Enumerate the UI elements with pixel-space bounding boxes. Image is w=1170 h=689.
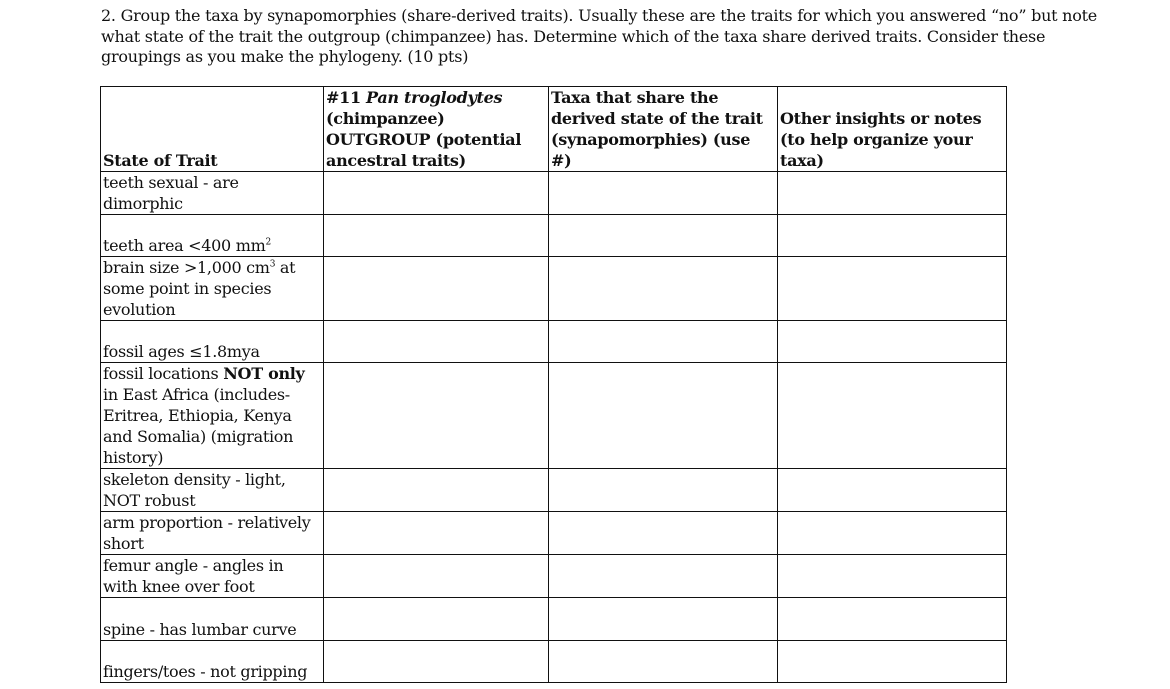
trait-emphasis: NOT only — [223, 364, 305, 383]
trait-cell — [101, 363, 324, 469]
synapomorphy-answer-cell[interactable] — [549, 321, 778, 363]
header-outgroup — [324, 87, 549, 172]
table-row — [101, 363, 1007, 469]
trait-superscript: 3 — [269, 259, 276, 270]
header-notes: Other insights or notes (to help organize your taxa) — [778, 87, 1007, 172]
header-state-of-trait: State of Trait — [101, 87, 324, 172]
header-outgroup-rest: (chimpanzee) OUTGROUP (potential ancestral traits) — [326, 109, 522, 170]
notes-answer-cell[interactable] — [778, 598, 1007, 641]
synapomorphy-answer-cell[interactable] — [549, 363, 778, 469]
trait-text-continued: in East Africa (includes- Eritrea, Ethiopia, Kenya and Somalia) (migration history) — [103, 385, 294, 467]
outgroup-answer-cell[interactable] — [324, 641, 549, 683]
synapomorphy-answer-cell[interactable] — [549, 512, 778, 555]
trait-cell — [101, 215, 324, 257]
notes-answer-cell[interactable] — [778, 215, 1007, 257]
trait-cell — [101, 512, 324, 555]
notes-answer-cell[interactable] — [778, 469, 1007, 512]
outgroup-answer-cell[interactable] — [324, 469, 549, 512]
header-synapomorphies: Taxa that share the derived state of the trait (synapomorphies) (use #) — [549, 87, 778, 172]
outgroup-answer-cell[interactable] — [324, 598, 549, 641]
table-row — [101, 641, 1007, 683]
trait-text: fossil locations — [103, 364, 224, 383]
notes-answer-cell[interactable] — [778, 555, 1007, 598]
trait-cell — [101, 469, 324, 512]
synapomorphy-answer-cell[interactable] — [549, 215, 778, 257]
outgroup-answer-cell[interactable] — [324, 555, 549, 598]
synapomorphy-answer-cell[interactable] — [549, 469, 778, 512]
trait-cell — [101, 641, 324, 683]
notes-answer-cell[interactable] — [778, 512, 1007, 555]
table-row — [101, 257, 1007, 321]
question-prompt — [101, 6, 1101, 68]
trait-superscript: 2 — [265, 237, 271, 248]
trait-cell — [101, 172, 324, 215]
question-text: Group the taxa by synapomorphies (share-derived traits). Usually these are the traits for which you answered “no” but note what state of the trait the outgroup (chimpanzee) has. Determine which of the taxa share derived traits. Consider these groupings as you make the phylogeny. (10 pts) — [101, 6, 1097, 66]
outgroup-answer-cell[interactable] — [324, 512, 549, 555]
header-outgroup-species: Pan troglodytes — [366, 88, 503, 107]
synapomorphy-answer-cell[interactable] — [549, 555, 778, 598]
trait-text-continued: at some point in species evolution — [103, 258, 296, 319]
notes-answer-cell[interactable] — [778, 321, 1007, 363]
synapomorphy-answer-cell[interactable] — [549, 172, 778, 215]
notes-answer-cell[interactable] — [778, 363, 1007, 469]
trait-text: brain size >1,000 cm — [103, 258, 270, 277]
question-number: 2. — [101, 6, 116, 25]
trait-text: arm proportion - relatively short — [103, 513, 311, 553]
outgroup-answer-cell[interactable] — [324, 363, 549, 469]
trait-text: teeth area <400 mm — [103, 236, 266, 255]
trait-text: fossil ages ≤1.8mya — [103, 342, 260, 361]
table-row — [101, 598, 1007, 641]
trait-cell — [101, 257, 324, 321]
trait-cell — [101, 555, 324, 598]
trait-text: fingers/toes - not gripping — [103, 662, 308, 681]
trait-cell — [101, 321, 324, 363]
trait-table — [100, 86, 1007, 683]
trait-text: spine - has lumbar curve — [103, 620, 297, 639]
notes-answer-cell[interactable] — [778, 641, 1007, 683]
trait-text: skeleton density - light, NOT robust — [103, 470, 286, 510]
outgroup-answer-cell[interactable] — [324, 215, 549, 257]
table-row — [101, 215, 1007, 257]
table-row — [101, 469, 1007, 512]
table-row — [101, 512, 1007, 555]
notes-answer-cell[interactable] — [778, 257, 1007, 321]
synapomorphy-answer-cell[interactable] — [549, 257, 778, 321]
notes-answer-cell[interactable] — [778, 172, 1007, 215]
synapomorphy-answer-cell[interactable] — [549, 598, 778, 641]
table-row — [101, 172, 1007, 215]
trait-cell — [101, 598, 324, 641]
table-row — [101, 555, 1007, 598]
synapomorphy-answer-cell[interactable] — [549, 641, 778, 683]
outgroup-answer-cell[interactable] — [324, 257, 549, 321]
table-row — [101, 321, 1007, 363]
header-outgroup-prefix: #11 — [326, 88, 367, 107]
outgroup-answer-cell[interactable] — [324, 172, 549, 215]
trait-text: teeth sexual - are dimorphic — [103, 173, 239, 213]
trait-text: femur angle - angles in with knee over foot — [103, 556, 284, 596]
outgroup-answer-cell[interactable] — [324, 321, 549, 363]
table-header-row — [101, 87, 1007, 172]
